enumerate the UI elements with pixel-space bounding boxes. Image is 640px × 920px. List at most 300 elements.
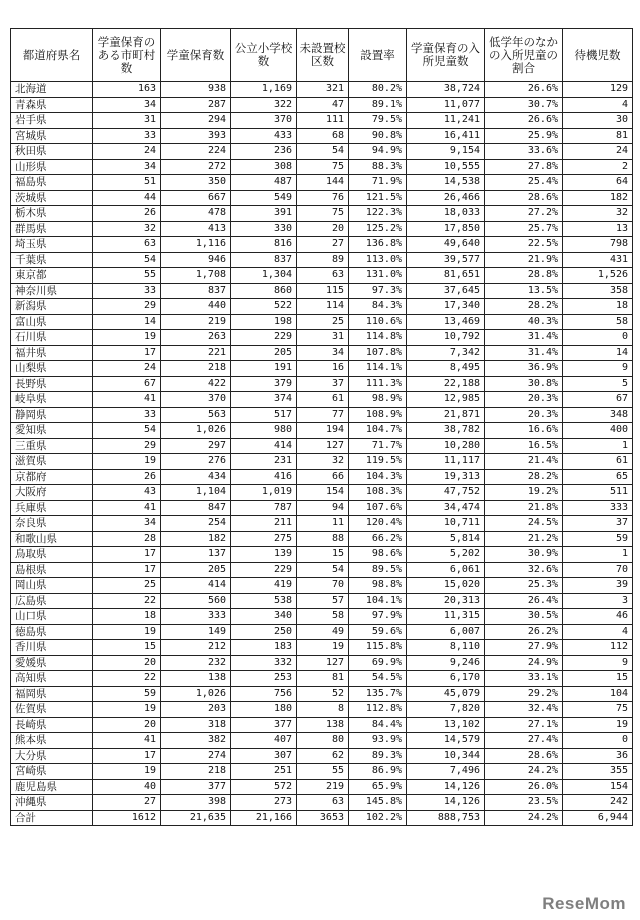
value-cell: 47,752 [407, 485, 485, 501]
prefecture-name-cell: 愛媛県 [11, 655, 93, 671]
header-lower-grade-ratio: 低学年のなかの入所児童の割合 [485, 29, 563, 82]
value-cell: 89.5% [349, 562, 407, 578]
table-row [11, 454, 633, 470]
table-row [11, 407, 633, 423]
value-cell: 318 [161, 717, 231, 733]
table-row [11, 314, 633, 330]
value-cell: 29 [93, 299, 161, 315]
table-row [11, 795, 633, 811]
value-cell: 26 [93, 469, 161, 485]
value-cell: 0 [563, 733, 633, 749]
value-cell: 10,792 [407, 330, 485, 346]
value-cell: 88.3% [349, 159, 407, 175]
table-row [11, 438, 633, 454]
value-cell: 24.2% [485, 764, 563, 780]
table-row [11, 686, 633, 702]
value-cell: 11 [297, 516, 349, 532]
value-cell: 2 [563, 159, 633, 175]
value-cell: 58 [297, 609, 349, 625]
value-cell: 219 [161, 314, 231, 330]
value-cell: 25.7% [485, 221, 563, 237]
value-cell: 31.4% [485, 330, 563, 346]
table-row [11, 531, 633, 547]
prefecture-name-cell: 福島県 [11, 175, 93, 191]
prefecture-name-cell: 富山県 [11, 314, 93, 330]
value-cell: 3653 [297, 810, 349, 826]
value-cell: 79.5% [349, 113, 407, 129]
value-cell: 54 [93, 252, 161, 268]
value-cell: 23.5% [485, 795, 563, 811]
value-cell: 275 [231, 531, 297, 547]
value-cell: 127 [297, 655, 349, 671]
value-cell: 75 [297, 159, 349, 175]
prefecture-name-cell: 和歌山県 [11, 531, 93, 547]
value-cell: 15,020 [407, 578, 485, 594]
value-cell: 89 [297, 252, 349, 268]
table-row [11, 500, 633, 516]
value-cell: 34,474 [407, 500, 485, 516]
value-cell: 297 [161, 438, 231, 454]
value-cell: 17,850 [407, 221, 485, 237]
prefecture-name-cell: 大分県 [11, 748, 93, 764]
value-cell: 433 [231, 128, 297, 144]
value-cell: 218 [161, 361, 231, 377]
table-row [11, 190, 633, 206]
prefecture-name-cell: 島根県 [11, 562, 93, 578]
value-cell: 115 [297, 283, 349, 299]
value-cell: 33 [93, 283, 161, 299]
value-cell: 27.2% [485, 206, 563, 222]
value-cell: 26.6% [485, 82, 563, 98]
value-cell: 54.5% [349, 671, 407, 687]
value-cell: 358 [563, 283, 633, 299]
prefecture-name-cell: 三重県 [11, 438, 93, 454]
value-cell: 756 [231, 686, 297, 702]
value-cell: 14,126 [407, 795, 485, 811]
value-cell: 21,871 [407, 407, 485, 423]
prefecture-name-cell: 京都府 [11, 469, 93, 485]
value-cell: 563 [161, 407, 231, 423]
prefecture-name-cell: 高知県 [11, 671, 93, 687]
value-cell: 350 [161, 175, 231, 191]
value-cell: 26.6% [485, 113, 563, 129]
value-cell: 38,782 [407, 423, 485, 439]
value-cell: 63 [297, 795, 349, 811]
value-cell: 9 [563, 361, 633, 377]
value-cell: 71.7% [349, 438, 407, 454]
value-cell: 19.2% [485, 485, 563, 501]
value-cell: 104.1% [349, 593, 407, 609]
value-cell: 24.5% [485, 516, 563, 532]
value-cell: 232 [161, 655, 231, 671]
value-cell: 21,166 [231, 810, 297, 826]
prefecture-name-cell: 徳島県 [11, 624, 93, 640]
value-cell: 517 [231, 407, 297, 423]
value-cell: 32.4% [485, 702, 563, 718]
value-cell: 1,526 [563, 268, 633, 284]
value-cell: 1,026 [161, 686, 231, 702]
value-cell: 62 [297, 748, 349, 764]
value-cell: 54 [297, 144, 349, 160]
value-cell: 229 [231, 562, 297, 578]
value-cell: 77 [297, 407, 349, 423]
value-cell: 27.1% [485, 717, 563, 733]
table-row [11, 748, 633, 764]
value-cell: 30.8% [485, 376, 563, 392]
value-cell: 9,154 [407, 144, 485, 160]
value-cell: 182 [563, 190, 633, 206]
value-cell: 88 [297, 531, 349, 547]
value-cell: 111 [297, 113, 349, 129]
value-cell: 144 [297, 175, 349, 191]
value-cell: 84.4% [349, 717, 407, 733]
value-cell: 13.5% [485, 283, 563, 299]
value-cell: 33.1% [485, 671, 563, 687]
value-cell: 414 [231, 438, 297, 454]
value-cell: 1,304 [231, 268, 297, 284]
value-cell: 81,651 [407, 268, 485, 284]
value-cell: 70 [297, 578, 349, 594]
value-cell: 32 [93, 221, 161, 237]
table-row [11, 516, 633, 532]
value-cell: 434 [161, 469, 231, 485]
value-cell: 17 [93, 345, 161, 361]
value-cell: 30.5% [485, 609, 563, 625]
value-cell: 37 [297, 376, 349, 392]
value-cell: 28.8% [485, 268, 563, 284]
value-cell: 19,313 [407, 469, 485, 485]
value-cell: 27.9% [485, 640, 563, 656]
table-row [11, 330, 633, 346]
value-cell: 287 [161, 97, 231, 113]
header-prefecture: 都道府県名 [11, 29, 93, 82]
value-cell: 67 [93, 376, 161, 392]
value-cell: 97.3% [349, 283, 407, 299]
value-cell: 16 [297, 361, 349, 377]
value-cell: 263 [161, 330, 231, 346]
value-cell: 163 [93, 82, 161, 98]
value-cell: 47 [297, 97, 349, 113]
header-municipalities: 学童保育のある市町村数 [93, 29, 161, 82]
value-cell: 59 [93, 686, 161, 702]
value-cell: 66.2% [349, 531, 407, 547]
value-cell: 31 [297, 330, 349, 346]
value-cell: 11,077 [407, 97, 485, 113]
value-cell: 198 [231, 314, 297, 330]
value-cell: 139 [231, 547, 297, 563]
value-cell: 370 [231, 113, 297, 129]
value-cell: 81 [297, 671, 349, 687]
prefecture-name-cell: 青森県 [11, 97, 93, 113]
value-cell: 154 [297, 485, 349, 501]
value-cell: 19 [93, 454, 161, 470]
value-cell: 17 [93, 562, 161, 578]
value-cell: 136.8% [349, 237, 407, 253]
value-cell: 24 [93, 361, 161, 377]
value-cell: 3 [563, 593, 633, 609]
prefecture-name-cell: 福井県 [11, 345, 93, 361]
table-row [11, 82, 633, 98]
value-cell: 27 [93, 795, 161, 811]
value-cell: 28.2% [485, 469, 563, 485]
value-cell: 20 [297, 221, 349, 237]
prefecture-name-cell: 山口県 [11, 609, 93, 625]
prefecture-name-cell: 長崎県 [11, 717, 93, 733]
value-cell: 1,026 [161, 423, 231, 439]
value-cell: 98.8% [349, 578, 407, 594]
value-cell: 102.2% [349, 810, 407, 826]
value-cell: 89.1% [349, 97, 407, 113]
table-row [11, 609, 633, 625]
value-cell: 1 [563, 438, 633, 454]
table-row [11, 221, 633, 237]
value-cell: 308 [231, 159, 297, 175]
prefecture-name-cell: 鳥取県 [11, 547, 93, 563]
value-cell: 127 [297, 438, 349, 454]
value-cell: 407 [231, 733, 297, 749]
value-cell: 32 [297, 454, 349, 470]
value-cell: 183 [231, 640, 297, 656]
value-cell: 19 [297, 640, 349, 656]
value-cell: 13,102 [407, 717, 485, 733]
table-row [11, 144, 633, 160]
value-cell: 64 [563, 175, 633, 191]
value-cell: 138 [161, 671, 231, 687]
value-cell: 6,061 [407, 562, 485, 578]
value-cell: 120.4% [349, 516, 407, 532]
value-cell: 431 [563, 252, 633, 268]
prefecture-name-cell: 新潟県 [11, 299, 93, 315]
value-cell: 21.8% [485, 500, 563, 516]
value-cell: 12,985 [407, 392, 485, 408]
value-cell: 1 [563, 547, 633, 563]
prefecture-name-cell: 滋賀県 [11, 454, 93, 470]
value-cell: 22.5% [485, 237, 563, 253]
prefecture-name-cell: 宮崎県 [11, 764, 93, 780]
value-cell: 16.6% [485, 423, 563, 439]
prefecture-name-cell: 愛知県 [11, 423, 93, 439]
table-row [11, 702, 633, 718]
value-cell: 111.3% [349, 376, 407, 392]
total-row [11, 810, 633, 826]
value-cell: 34 [93, 516, 161, 532]
value-cell: 224 [161, 144, 231, 160]
value-cell: 29 [93, 438, 161, 454]
value-cell: 121.5% [349, 190, 407, 206]
value-cell: 68 [297, 128, 349, 144]
value-cell: 5,202 [407, 547, 485, 563]
value-cell: 231 [231, 454, 297, 470]
value-cell: 419 [231, 578, 297, 594]
value-cell: 8,110 [407, 640, 485, 656]
prefecture-name-cell: 岐阜県 [11, 392, 93, 408]
value-cell: 39,577 [407, 252, 485, 268]
value-cell: 180 [231, 702, 297, 718]
value-cell: 219 [297, 779, 349, 795]
value-cell: 114.8% [349, 330, 407, 346]
value-cell: 25 [93, 578, 161, 594]
value-cell: 13 [563, 221, 633, 237]
value-cell: 7,496 [407, 764, 485, 780]
value-cell: 787 [231, 500, 297, 516]
value-cell: 40.3% [485, 314, 563, 330]
value-cell: 11,241 [407, 113, 485, 129]
value-cell: 250 [231, 624, 297, 640]
value-cell: 416 [231, 469, 297, 485]
value-cell: 154 [563, 779, 633, 795]
value-cell: 65 [563, 469, 633, 485]
value-cell: 98.6% [349, 547, 407, 563]
table-row [11, 252, 633, 268]
value-cell: 837 [161, 283, 231, 299]
value-cell: 33 [93, 407, 161, 423]
value-cell: 37 [563, 516, 633, 532]
table-row [11, 376, 633, 392]
value-cell: 14 [563, 345, 633, 361]
value-cell: 63 [93, 237, 161, 253]
table-row [11, 128, 633, 144]
value-cell: 29.2% [485, 686, 563, 702]
value-cell: 4 [563, 97, 633, 113]
value-cell: 80 [297, 733, 349, 749]
value-cell: 30.7% [485, 97, 563, 113]
value-cell: 10,711 [407, 516, 485, 532]
value-cell: 798 [563, 237, 633, 253]
value-cell: 398 [161, 795, 231, 811]
value-cell: 59 [563, 531, 633, 547]
value-cell: 14,538 [407, 175, 485, 191]
value-cell: 1,169 [231, 82, 297, 98]
value-cell: 218 [161, 764, 231, 780]
value-cell: 191 [231, 361, 297, 377]
table-row [11, 764, 633, 780]
value-cell: 125.2% [349, 221, 407, 237]
value-cell: 1,104 [161, 485, 231, 501]
prefecture-name-cell: 秋田県 [11, 144, 93, 160]
value-cell: 5 [563, 376, 633, 392]
value-cell: 478 [161, 206, 231, 222]
value-cell: 1612 [93, 810, 161, 826]
prefecture-name-cell: 佐賀県 [11, 702, 93, 718]
value-cell: 4 [563, 624, 633, 640]
value-cell: 27.8% [485, 159, 563, 175]
table-row [11, 206, 633, 222]
value-cell: 41 [93, 500, 161, 516]
value-cell: 18,033 [407, 206, 485, 222]
value-cell: 113.0% [349, 252, 407, 268]
value-cell: 89.3% [349, 748, 407, 764]
value-cell: 39 [563, 578, 633, 594]
value-cell: 549 [231, 190, 297, 206]
value-cell: 94.9% [349, 144, 407, 160]
value-cell: 21,635 [161, 810, 231, 826]
prefecture-name-cell: 岩手県 [11, 113, 93, 129]
value-cell: 946 [161, 252, 231, 268]
value-cell: 182 [161, 531, 231, 547]
prefecture-name-cell: 長野県 [11, 376, 93, 392]
value-cell: 25.9% [485, 128, 563, 144]
value-cell: 888,753 [407, 810, 485, 826]
value-cell: 5,814 [407, 531, 485, 547]
header-waiting-children: 待機児数 [563, 29, 633, 82]
prefecture-name-cell: 福岡県 [11, 686, 93, 702]
prefecture-name-cell: 埼玉県 [11, 237, 93, 253]
value-cell: 28.6% [485, 748, 563, 764]
value-cell: 272 [161, 159, 231, 175]
value-cell: 41 [93, 733, 161, 749]
value-cell: 61 [563, 454, 633, 470]
value-cell: 93.9% [349, 733, 407, 749]
value-cell: 194 [297, 423, 349, 439]
header-establishment-rate: 設置率 [349, 29, 407, 82]
value-cell: 94 [297, 500, 349, 516]
value-cell: 413 [161, 221, 231, 237]
table-row [11, 423, 633, 439]
table-row [11, 624, 633, 640]
value-cell: 24 [93, 144, 161, 160]
value-cell: 70 [563, 562, 633, 578]
value-cell: 34 [93, 159, 161, 175]
value-cell: 242 [563, 795, 633, 811]
value-cell: 322 [231, 97, 297, 113]
value-cell: 332 [231, 655, 297, 671]
value-cell: 10,555 [407, 159, 485, 175]
value-cell: 26 [93, 206, 161, 222]
value-cell: 205 [231, 345, 297, 361]
prefecture-name-cell: 山形県 [11, 159, 93, 175]
value-cell: 253 [231, 671, 297, 687]
value-cell: 0 [563, 330, 633, 346]
value-cell: 414 [161, 578, 231, 594]
prefecture-name-cell: 兵庫県 [11, 500, 93, 516]
value-cell: 24 [563, 144, 633, 160]
value-cell: 30.9% [485, 547, 563, 563]
value-cell: 44 [93, 190, 161, 206]
prefecture-name-cell: 熊本県 [11, 733, 93, 749]
value-cell: 7,820 [407, 702, 485, 718]
value-cell: 104.7% [349, 423, 407, 439]
value-cell: 76 [297, 190, 349, 206]
value-cell: 114.1% [349, 361, 407, 377]
value-cell: 20.3% [485, 407, 563, 423]
value-cell: 487 [231, 175, 297, 191]
value-cell: 15 [297, 547, 349, 563]
table-row [11, 392, 633, 408]
table-row [11, 283, 633, 299]
value-cell: 374 [231, 392, 297, 408]
value-cell: 377 [231, 717, 297, 733]
value-cell: 391 [231, 206, 297, 222]
value-cell: 137 [161, 547, 231, 563]
prefecture-name-cell: 東京都 [11, 268, 93, 284]
value-cell: 55 [297, 764, 349, 780]
value-cell: 938 [161, 82, 231, 98]
prefecture-name-cell: 香川県 [11, 640, 93, 656]
value-cell: 28 [93, 531, 161, 547]
value-cell: 32.6% [485, 562, 563, 578]
value-cell: 52 [297, 686, 349, 702]
value-cell: 71.9% [349, 175, 407, 191]
value-cell: 21.9% [485, 252, 563, 268]
value-cell: 816 [231, 237, 297, 253]
value-cell: 57 [297, 593, 349, 609]
value-cell: 81 [563, 128, 633, 144]
value-cell: 24.9% [485, 655, 563, 671]
table-row [11, 361, 633, 377]
value-cell: 14,579 [407, 733, 485, 749]
value-cell: 58 [563, 314, 633, 330]
value-cell: 6,170 [407, 671, 485, 687]
